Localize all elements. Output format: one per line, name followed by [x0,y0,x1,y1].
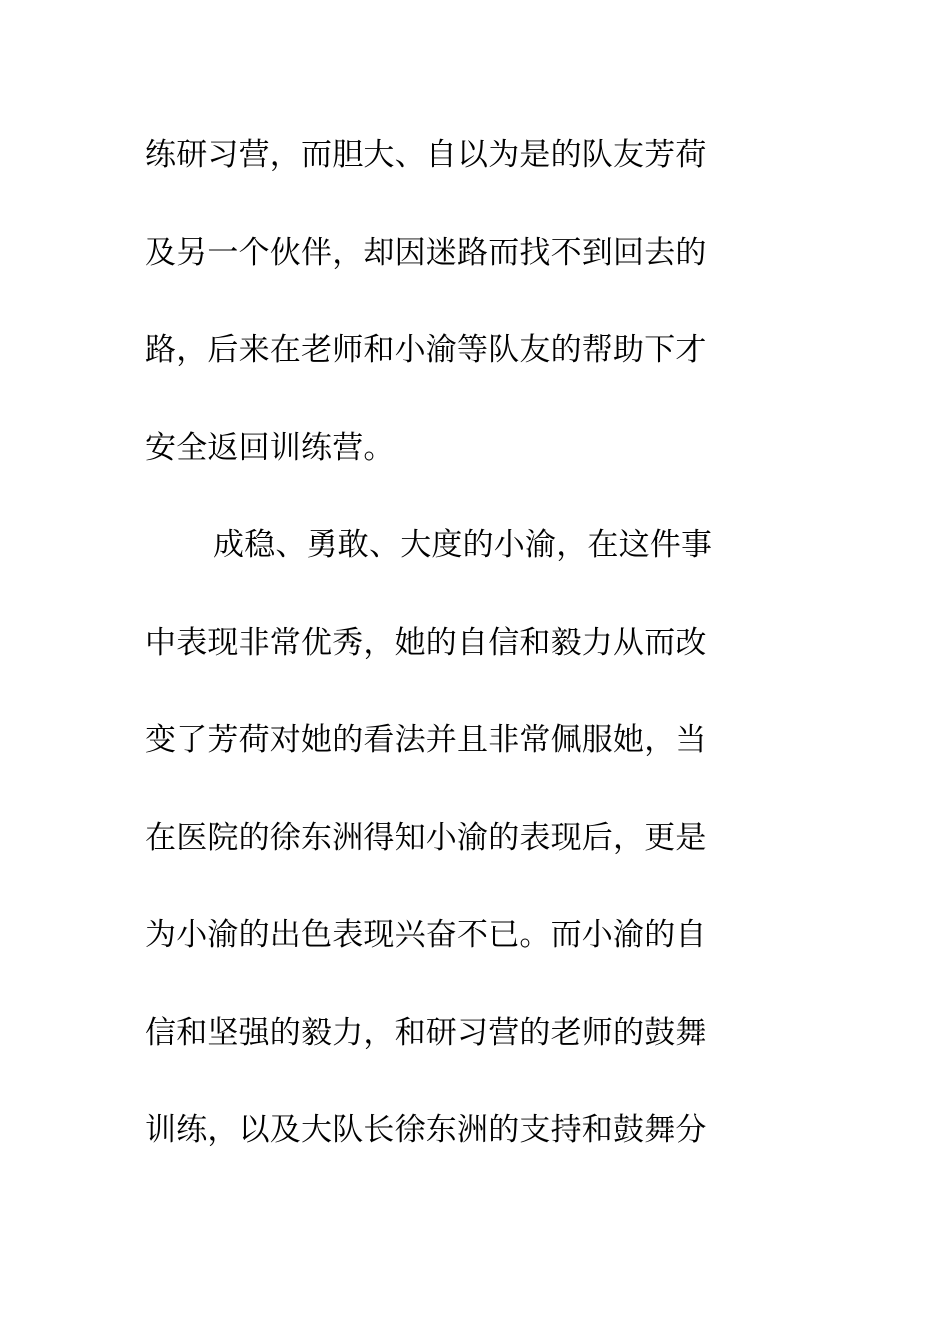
text-line: 训练，以及大队长徐东洲的支持和鼓舞分 [145,1112,707,1148]
paragraph-first-line: 成稳、勇敢、大度的小渝，在这件事 [213,527,713,563]
text-line: 及另一个伙伴，却因迷路而找不到回去的 [145,234,707,271]
text-line: 在医院的徐东洲得知小渝的表现后，更是 [145,819,707,856]
text-line: 信和坚强的毅力，和研习营的老师的鼓舞 [145,1014,707,1051]
text-line: 为小渝的出色表现兴奋不已。而小渝的自 [145,917,707,953]
text-line: 变了芳荷对她的看法并且非常佩服她，当 [145,722,707,758]
body-text [145,110,785,1183]
text-line: 练研习营，而胆大、自以为是的队友芳荷 [145,137,707,173]
text-line: 安全返回训练营。 [145,429,395,466]
text-line: 中表现非常优秀，她的自信和毅力从而改 [145,624,707,661]
text-line: 路，后来在老师和小渝等队友的帮助下才 [145,332,707,368]
